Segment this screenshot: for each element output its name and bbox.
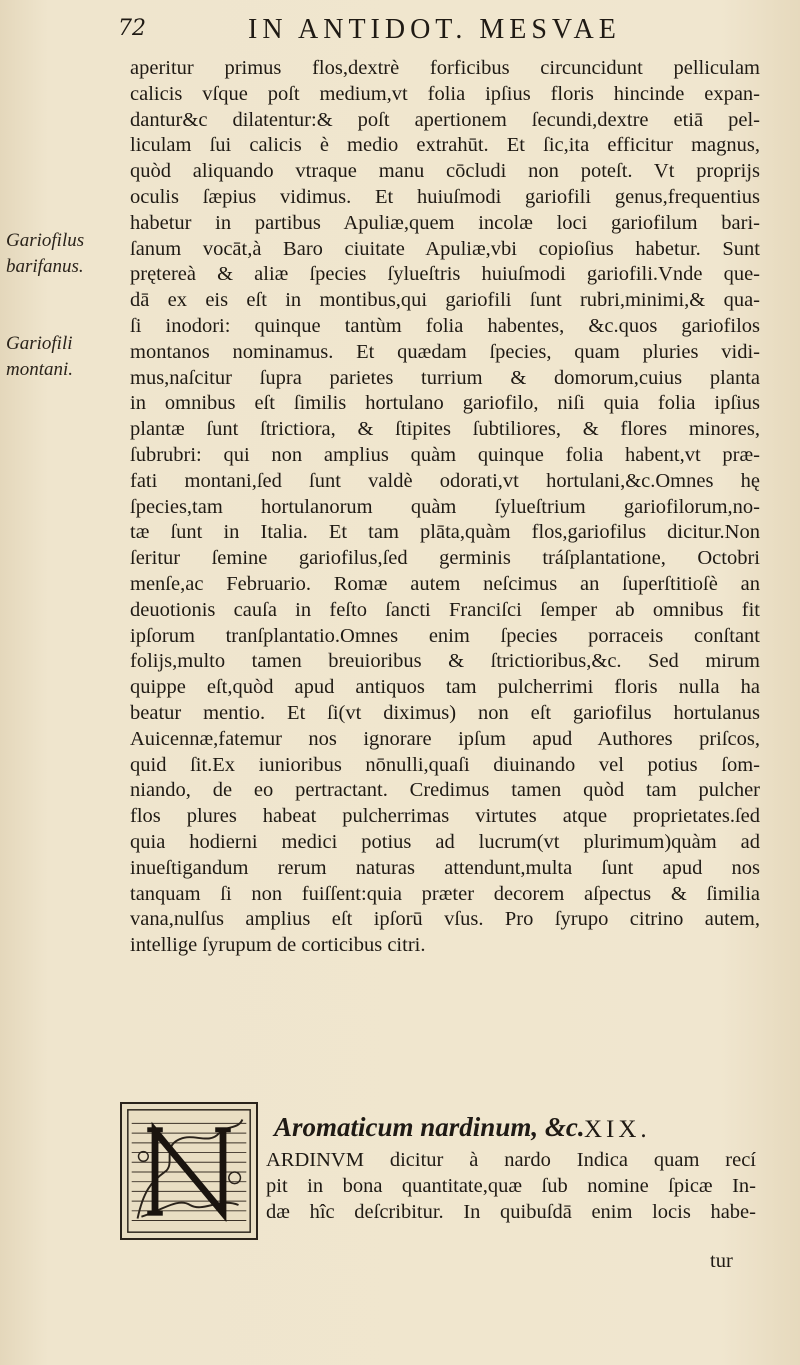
text-line: folijs,multo tamen breuioribus & ſtrictioribus,&c. Sed mirum [130,650,760,673]
text-line: ſubrubri: qui non amplius quàm quinque folia habent,vt præ- [130,443,760,466]
initial-n-illustration [122,1104,256,1238]
decorated-initial-n [120,1102,258,1240]
text-line: dā ex eis eſt in montibus,qui gariofili ſunt rubri,minimi,& qua- [130,289,760,312]
text-line: mus,naſcitur ſupra parietes turrium & domorum,cuius planta [130,366,760,389]
text-line: vana,nulſus amplius eſt ipſorū vſus. Pro ſyrupo citrino autem, [130,908,760,931]
running-head: IN ANTIDOT. MESVAE [248,14,621,45]
text-line: prętereà & aliæ ſpecies ſylueſtris huiuſmodi gariofili.Vnde que- [130,263,760,286]
text-line: inueſtigandum rerum naturas attendunt,multa ſunt apud nos [130,856,760,879]
text-line: tæ ſunt in Italia. Et tam plāta,quàm flos,gariofilus dicitur.Non [130,521,760,544]
text-line: dantur&c dilatentur:& poſt apertionem ſecundi,dextre etiā pel- [130,108,760,131]
text-line: niando, de eo pertractant. Credimus tamen quòd tam pulcher [130,779,760,802]
section-line: pit in bona quantitate,quæ ſub nomine ſpicæ In- [266,1174,756,1197]
text-line: liculam ſui calicis è medio extrahūt. Et ſic,ita efficitur magnus, [130,134,760,157]
text-line: aperitur primus flos,dextrè forficibus circuncidunt pelliculam [130,57,760,79]
page-number: 72 [118,16,146,41]
main-text-block [130,56,760,959]
section-number: XIX. [584,1116,651,1143]
text-line: quid ſit.Ex iunioribus nōnulli,quaſi diuinando vel potius ſom- [130,753,760,776]
catchword: tur [710,1250,733,1272]
text-line: ſanum vocāt,à Baro ciuitate Apuliæ,vbi copioſius habetur. Sunt [130,237,760,260]
text-line: flos plures habeat pulcherrimas virtutes atque proprietates.ſed [130,805,760,828]
text-line: habetur in partibus Apuliæ,quem incolæ loci gariofilum bari- [130,211,760,234]
text-line: quippe eſt,quòd apud antiquos tam pulcherrimi floris nulla ha [130,676,760,699]
text-line: ipſorum tranſplantatio.Omnes enim ſpecies porraceis conſtant [130,624,760,647]
section-line: ARDINVM dicitur à nardo Indica quam recí [266,1149,756,1171]
section-line: dæ hîc deſcribitur. In quibuſdā enim locis habe- [266,1200,756,1223]
text-line: calicis vſque poſt medium,vt folia ipſius floris hincinde expan- [130,82,760,105]
text-line: beatur mentio. Et ſi(vt diximus) non eſt gariofilus hortulanus [130,701,760,724]
page-header [118,14,748,46]
margin-note-gariofili-montani: Gariofili montani. [6,333,74,380]
section-heading-block [120,1102,760,1302]
text-line: ſeritur ſemine gariofilus,ſed germinis tráſplantatione, Octobri [130,547,760,570]
text-line: menſe,ac Februario. Romæ autem neſcimus an ſuperſtitioſè an [130,572,760,595]
text-line: tanquam ſi non fuiſſent:quia præter decorem aſpectus & ſimilia [130,882,760,905]
text-line: ſpecies,tam hortulanorum quàm ſylueſtrium gariofilorum,no- [130,495,760,518]
margin-note-gariofilus-barifanus: Gariofilus barifanus. [6,230,85,277]
text-line: deuotionis cauſa in feſto ſancti Franciſci ſemper ab omnibus fit [130,598,760,621]
text-line: plantæ ſunt ſtrictiora, & ſtipites ſubtiliores, & flores minores, [130,418,760,441]
text-line: quia hodierni medici potius ad lucrum(vt plurimum)quàm ad [130,830,760,853]
text-line: Auicennæ,fatemur nos ignorare ipſum apud Authores priſcos, [130,727,760,750]
text-line: montanos nominamus. Et quædam ſpecies, quam pluries vidi- [130,340,760,363]
section-title: Aromaticum nardinum, &c. [274,1112,585,1142]
text-line: in omnibus eſt ſimilis hortulano gariofilo, niſi quia folia ipſius [130,392,760,415]
section-text [266,1148,756,1225]
text-line: oculis ſæpius vidimus. Et huiuſmodi gariofili genus,frequentius [130,185,760,208]
text-line: fati montani,ſed ſunt valdè odorati,vt hortulani,&c.Omnes hę [130,469,760,492]
text-line: ſi inodori: quinque tantùm folia habentes, &c.quos gariofilos [130,314,760,337]
text-line: intellige ſyrupum de corticibus citri. [130,934,426,957]
text-line: quòd aliquando vtraque manu cōcludi non poteſt. Vt proprijs [130,160,760,183]
